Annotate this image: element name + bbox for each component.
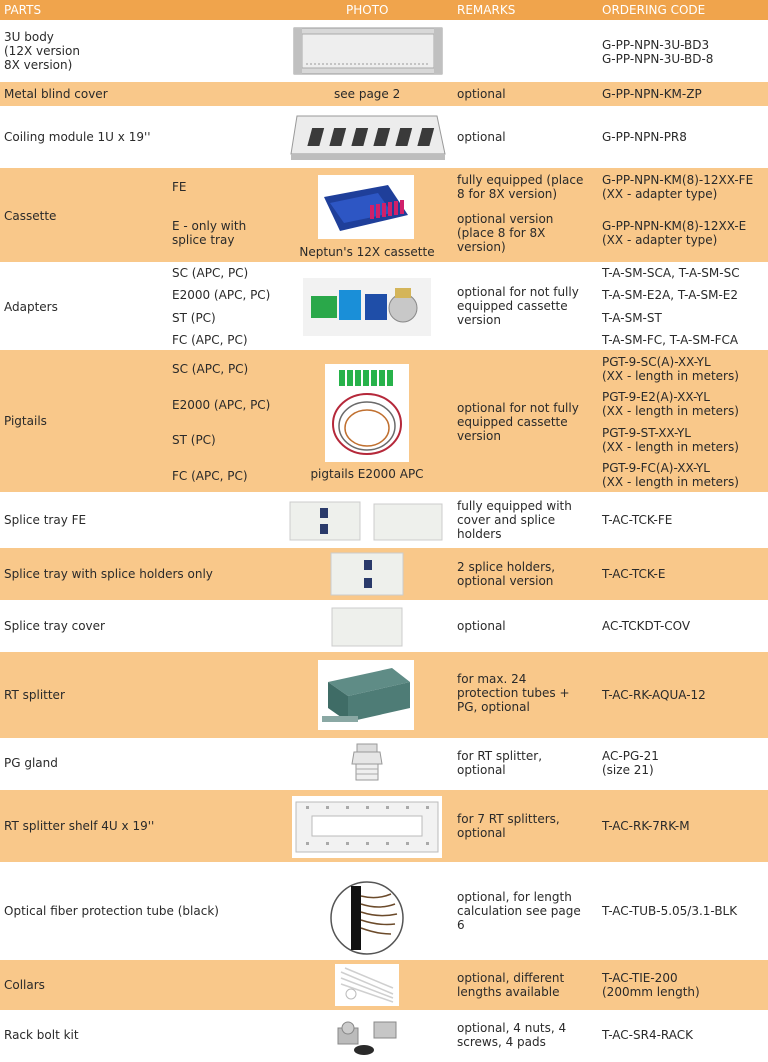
table-row bbox=[0, 652, 768, 738]
part-name: Cassette bbox=[4, 209, 57, 223]
remarks: optional for not fully equipped cassette version bbox=[457, 401, 579, 443]
part-name: Splice tray cover bbox=[4, 619, 105, 633]
ordering-code: T-AC-RK-7RK-M bbox=[602, 819, 690, 833]
cassette-image bbox=[318, 175, 414, 239]
ordering-code: PGT-9-SC(A)-XX-YL (XX - length in meters) bbox=[602, 355, 739, 383]
ordering-code: T-A-SM-FC, T-A-SM-FCA bbox=[602, 333, 739, 347]
header-remarks: REMARKS bbox=[457, 3, 516, 17]
ordering-code: T-A-SM-ST bbox=[602, 311, 662, 325]
variant-label: E2000 (APC, PC) bbox=[172, 288, 271, 302]
ordering-code: AC-PG-21 (size 21) bbox=[602, 749, 659, 777]
rt-splitter-shelf-image bbox=[292, 796, 442, 858]
part-name: Rack bolt kit bbox=[4, 1028, 79, 1042]
ordering-code: T-AC-TCK-FE bbox=[602, 513, 673, 527]
3u-body-image bbox=[292, 24, 444, 78]
variant-label: FC (APC, PC) bbox=[172, 469, 248, 483]
ordering-code: PGT-9-E2(A)-XX-YL (XX - length in meters) bbox=[602, 390, 739, 418]
ordering-code: G-PP-NPN-KM(8)-12XX-FE (XX - adapter type) bbox=[602, 173, 754, 201]
photo-reference: see page 2 bbox=[334, 87, 401, 101]
table-row bbox=[0, 600, 768, 652]
ordering-code: AC-TCKDT-COV bbox=[602, 619, 691, 633]
table-row bbox=[0, 738, 768, 790]
splice-tray-holders-image bbox=[330, 552, 404, 596]
ordering-code: PGT-9-FC(A)-XX-YL (XX - length in meters) bbox=[602, 461, 739, 489]
part-name: Metal blind cover bbox=[4, 87, 108, 101]
photo-caption: Neptun's 12X cassette bbox=[299, 245, 435, 259]
table-row bbox=[0, 790, 768, 862]
remarks: optional version (place 8 for 8X version) bbox=[457, 212, 554, 254]
table-row bbox=[0, 960, 768, 1010]
remarks: optional bbox=[457, 619, 506, 633]
header-photo: PHOTO bbox=[346, 3, 389, 17]
photo-caption: pigtails E2000 APC bbox=[310, 467, 424, 481]
table-row bbox=[0, 1010, 768, 1062]
part-name: PG gland bbox=[4, 756, 58, 770]
remarks: fully equipped (place 8 for 8X version) bbox=[457, 173, 584, 201]
adapters-image bbox=[303, 278, 431, 336]
part-name: Adapters bbox=[4, 300, 58, 314]
splice-tray-cover-image bbox=[330, 606, 404, 648]
ordering-code: T-AC-RK-AQUA-12 bbox=[602, 688, 706, 702]
remarks: for 7 RT splitters, optional bbox=[457, 812, 560, 840]
remarks: optional for not fully equipped cassette version bbox=[457, 285, 579, 327]
table-row bbox=[0, 492, 768, 548]
pigtails-image bbox=[325, 364, 409, 462]
remarks: optional bbox=[457, 130, 506, 144]
part-name: Optical fiber protection tube (black) bbox=[4, 904, 219, 918]
variant-label: FE bbox=[172, 180, 187, 194]
variant-label: ST (PC) bbox=[172, 311, 216, 325]
table-row bbox=[0, 350, 768, 492]
rt-splitter-image bbox=[318, 660, 414, 730]
header-parts: PARTS bbox=[4, 3, 42, 17]
ordering-code: G-PP-NPN-KM(8)-12XX-E (XX - adapter type) bbox=[602, 219, 747, 247]
part-name: Pigtails bbox=[4, 414, 47, 428]
variant-label: SC (APC, PC) bbox=[172, 266, 249, 280]
pg-gland-image bbox=[350, 742, 384, 786]
remarks: for max. 24 protection tubes + PG, optional bbox=[457, 672, 570, 714]
remarks: optional, for length calculation see page 6 bbox=[457, 890, 581, 932]
ordering-code: G-PP-NPN-3U-BD3 G-PP-NPN-3U-BD-8 bbox=[602, 38, 714, 66]
part-name: Splice tray FE bbox=[4, 513, 87, 527]
part-name: RT splitter shelf 4U x 19'' bbox=[4, 819, 155, 833]
remarks: optional bbox=[457, 87, 506, 101]
remarks: optional, different lengths available bbox=[457, 971, 565, 999]
header-code: ORDERING CODE bbox=[602, 3, 706, 17]
ordering-code: T-AC-SR4-RACK bbox=[602, 1028, 694, 1042]
variant-label: E - only with splice tray bbox=[172, 219, 247, 247]
remarks: 2 splice holders, optional version bbox=[457, 560, 556, 588]
part-name: RT splitter bbox=[4, 688, 65, 702]
part-name: Collars bbox=[4, 978, 45, 992]
splice-tray-fe-image bbox=[288, 500, 446, 542]
coiling-module-image bbox=[287, 110, 449, 164]
ordering-code: T-AC-TUB-5.05/3.1-BLK bbox=[602, 904, 738, 918]
remarks: for RT splitter, optional bbox=[457, 749, 543, 777]
variant-label: SC (APC, PC) bbox=[172, 362, 249, 376]
ordering-code: G-PP-NPN-PR8 bbox=[602, 130, 687, 144]
table-row bbox=[0, 106, 768, 168]
ordering-code: T-A-SM-SCA, T-A-SM-SC bbox=[602, 266, 740, 280]
table-row bbox=[0, 862, 768, 960]
table-header bbox=[0, 0, 768, 20]
ordering-code: T-A-SM-E2A, T-A-SM-E2 bbox=[602, 288, 739, 302]
variant-label: E2000 (APC, PC) bbox=[172, 398, 271, 412]
table-row bbox=[0, 168, 768, 262]
table-row bbox=[0, 82, 768, 106]
ordering-code: G-PP-NPN-KM-ZP bbox=[602, 87, 702, 101]
protection-tube-image bbox=[329, 880, 405, 956]
remarks: fully equipped with cover and splice holders bbox=[457, 499, 572, 541]
collars-image bbox=[335, 964, 399, 1006]
ordering-code: T-AC-TIE-200 (200mm length) bbox=[602, 971, 700, 999]
remarks: optional, 4 nuts, 4 screws, 4 pads bbox=[457, 1021, 567, 1049]
rack-bolt-kit-image bbox=[332, 1014, 404, 1058]
table-row bbox=[0, 548, 768, 600]
variant-label: ST (PC) bbox=[172, 433, 216, 447]
ordering-code: PGT-9-ST-XX-YL (XX - length in meters) bbox=[602, 426, 739, 454]
part-name: Coiling module 1U x 19'' bbox=[4, 130, 151, 144]
ordering-code: T-AC-TCK-E bbox=[602, 567, 666, 581]
variant-label: FC (APC, PC) bbox=[172, 333, 248, 347]
part-name: 3U body (12X version 8X version) bbox=[4, 30, 80, 72]
table-row bbox=[0, 262, 768, 350]
table-row bbox=[0, 20, 768, 82]
part-name: Splice tray with splice holders only bbox=[4, 567, 213, 581]
